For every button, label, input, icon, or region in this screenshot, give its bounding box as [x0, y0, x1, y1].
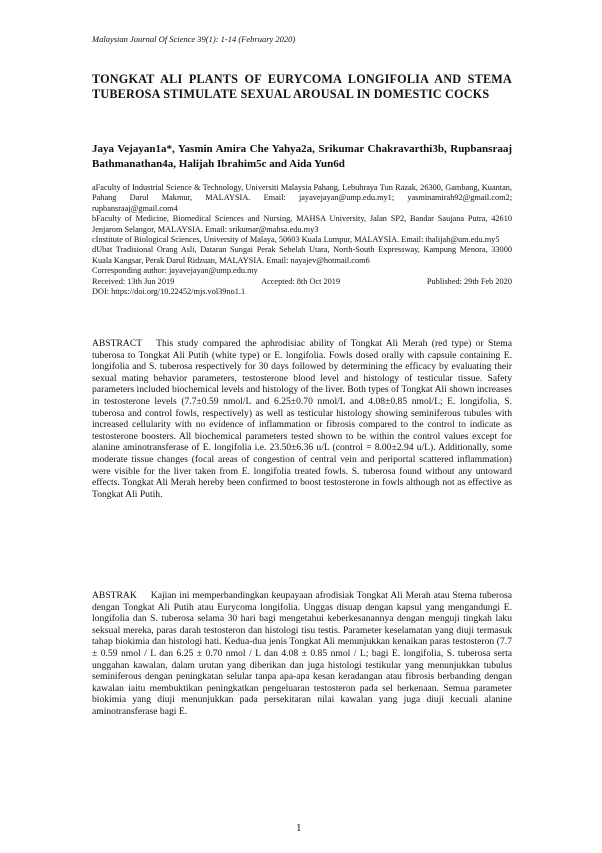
doi-link[interactable]: DOI: https://doi.org/10.22452/mjs.vol39no1.1 [92, 287, 246, 297]
abstract-label: ABSTRACT [92, 338, 143, 349]
affiliation-b: bFaculty of Medicine, Biomedical Sciences and Nursing, MAHSA University, Jalan SP2, Bandar Saujana Putra, 42610 Jenjarom Selangor, MALAYSIA. Email: srikumar@mahsa.edu.my3 [92, 214, 512, 234]
affiliation-a: aFaculty of Industrial Science & Technology, Universiti Malaysia Pahang, Lebuhraya Tun Razak, 26300, Gambang, Kuantan, Pahang Darul Makmur, MALAYSIA. Email: jayavejayan@ump.edu.my1; yasminamirah92@gmail.com2; rupbansraaj@gmail.com4 [92, 183, 512, 213]
published-date: Published: 29th Feb 2020 [426, 276, 512, 286]
affiliation-d: dUbat Tradisional Orang Asli, Dataran Sungai Perak Sebelah Utara, North-South Expressway, Kampung Menora, 33000 Kuala Kangsar, Perak Darul Ridzuan, MALAYSIA. Email: nayajev@hotmail.com6 [92, 245, 512, 265]
received-date: Received: 13th Jun 2019 [92, 276, 175, 286]
abstract-paragraph [92, 338, 512, 500]
corresponding-author: Corresponding author: jayavejayan@ump.edu.my [92, 266, 258, 276]
page-number: 1 [296, 822, 302, 834]
affiliations [92, 183, 512, 297]
affiliation-c: cInstitute of Biological Sciences, University of Malaya, 50603 Kuala Lumpur, MALAYSIA. Email: ihalijah@um.edu.my5 [92, 235, 500, 245]
abstrak-label: ABSTRAK [92, 590, 137, 601]
abstrak-text: Kajian ini memperbandingkan keupayaan afrodisiak Tongkat Ali Merah atau Stema tuberosa dengan Tongkat Ali Putih atau Eurycoma longifolia. Unggas disuap dengan kapsul yang mengandungi E. longifolia dan S. tuberosa selama 30 hari bagi mengetahui keberkesanannya dengan menguji tingkah laku seksual mereka, paras darah testosteron dan histologi tisu testis. Parameter keselamatan yang diuji termasuk tahap biokimia dan histologi hati. Kedua-dua jenis Tongkat Ali menunjukkan kenaikan paras testosteron (7.7 ± 0.59 nmol / L dan 6.25 ± 0.70 nmol / L dan 4.08 ± 0.85 nmol / L; bagi E. longifolia, S. tuberosa serta unggahan kawalan, dalam urutan yang diberikan dan juga histologi testikular yang menunjukkan tubulus seminiferous dengan peningkatan selular tanpa apa-apa kesan keradangan atau fibrosis berbanding dengan kawalan iaitu membuktikan peningkatkan pengeluaran testosteron pada sel berkenaan. Semua parameter biokimia yang diuji menunjukkan pada persekitaran nilai kawalan yang juga diuji kecuali alanine aminotransferase bagi E. [92, 590, 512, 717]
author-list: Jaya Vejayan1a*, Yasmin Amira Che Yahya2a, Srikumar Chakravarthi3b, Rupbansraaj Bathmanathan4a, Halijah Ibrahim5c and Aida Yun6d [92, 143, 512, 170]
paper-title: TONGKAT ALI PLANTS OF EURYCOMA LONGIFOLIA AND STEMA TUBEROSA STIMULATE SEXUAL AROUSAL IN DOMESTIC COCKS [92, 72, 512, 101]
abstrak-paragraph [92, 590, 512, 718]
abstract-text: This study compared the aphrodisiac ability of Tongkat Ali Merah (red type) or Stema tuberosa to Tongkat Ali Putih (white type) or E. longifolia. Fowls dosed orally with capsule containing E. longifolia and S. tuberosa respectively for 30 days followed by determining the efficacy by evaluating their sexual mating behavior parameters, testosterone blood level and histology of testicular tissue. Safety parameters included biochemical levels and histology of the liver. Both types of Tongkat Ali shown increases in testosterone levels (7.7±0.59 nmol/L and 6.25±0.70 nmol/L and 4.08±0.85 nmol/L; E. longifolia, S. tuberosa and control fowls, respectively) as well as testicular histology showing seminiferous tubules with increased cellularity with no evidence of inflammation or fibrosis compared to the control to indicate as testosterone boosters. All biochemical parameters tested shown to be within the control values except for alanine aminotransferase of E. longifolia i.e. 23.50±6.36 u/L (control = 8.00±2.94 u/L). Additionally, some moderate tissue changes (focal areas of congestion of central vein and periportal scattered inflammation) were visible for the liver taken from E. longifolia treated fowls. S. tuberosa found without any untoward effects. Tongkat Ali Merah hereby been confirmed to boost testosterone in fowls although not as effective as Tongkat Ali Putih. [92, 338, 512, 500]
dates-row [92, 277, 512, 287]
accepted-date: Accepted: 8th Oct 2019 [261, 276, 341, 286]
journal-header: Malaysian Journal Of Science 39(1): 1-14 (February 2020) [92, 34, 296, 44]
